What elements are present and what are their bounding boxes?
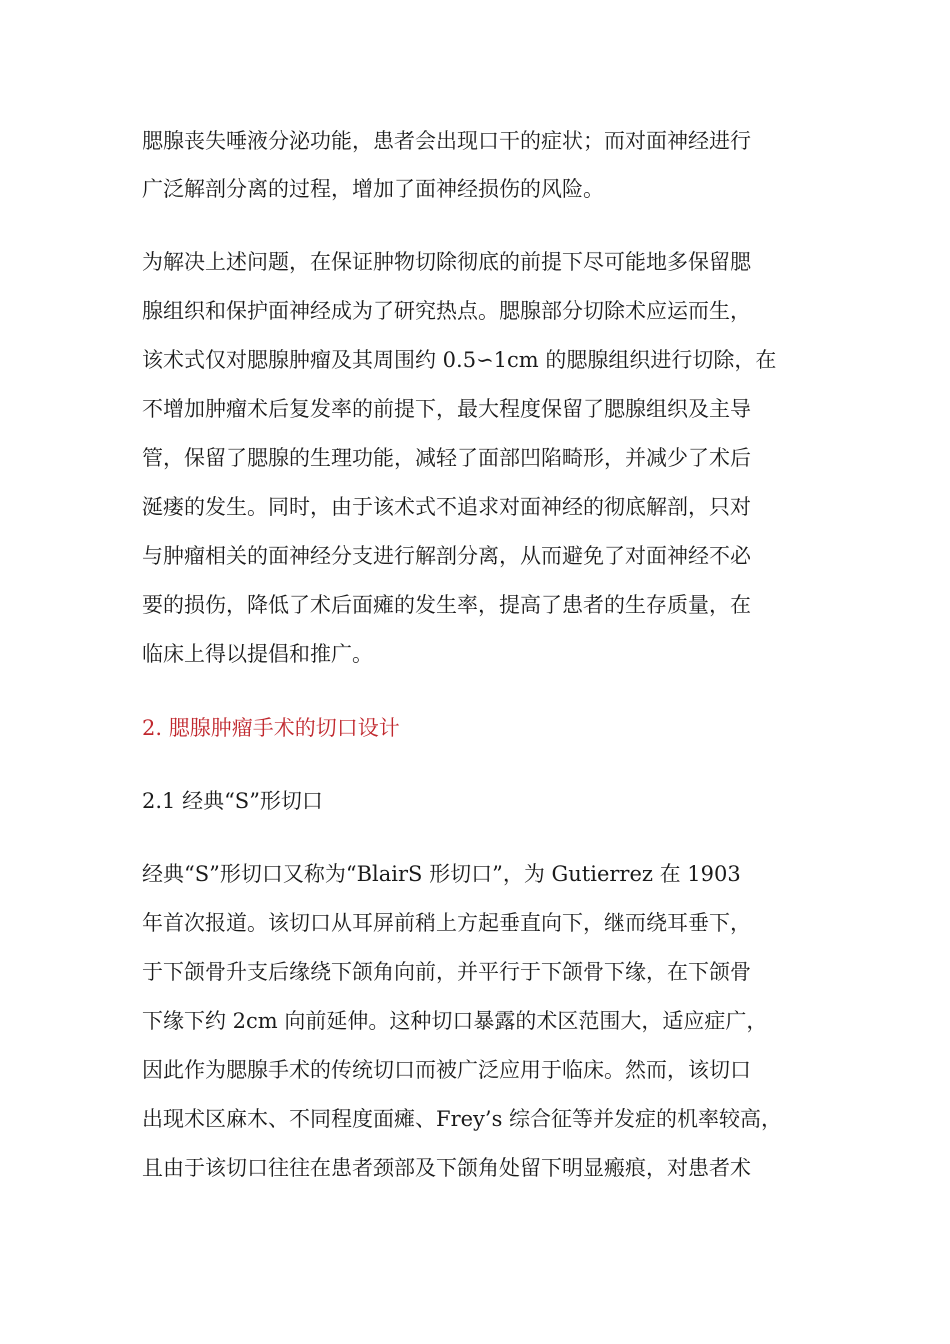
paragraph-line: 要的损伤，降低了术后面瘫的发生率，提高了患者的生存质量，在	[142, 593, 751, 617]
paragraph-line: 不增加肿瘤术后复发率的前提下，最大程度保留了腮腺组织及主导	[142, 397, 751, 421]
paragraph-line: 该术式仅对腮腺肿瘤及其周围约 0.5∽1cm 的腮腺组织进行切除，在	[142, 348, 777, 372]
paragraph-line: 经典“S”形切口又称为“BlairS 形切口”，为 Gutierrez 在 1903	[142, 862, 741, 886]
paragraph-line: 临床上得以提倡和推广。	[142, 642, 373, 666]
paragraph-line: 腮腺丧失唾液分泌功能，患者会出现口干的症状；而对面神经进行	[142, 129, 751, 153]
paragraph-line: 涎瘘的发生。同时，由于该术式不追求对面神经的彻底解剖，只对	[142, 495, 751, 519]
paragraph-line: 于下颌骨升支后缘绕下颌角向前，并平行于下颌骨下缘，在下颌骨	[142, 960, 751, 984]
paragraph-line: 且由于该切口往往在患者颈部及下颌角处留下明显瘢痕，对患者术	[142, 1156, 751, 1180]
subsection-heading: 2.1 经典“S”形切口	[142, 789, 323, 813]
paragraph-line: 因此作为腮腺手术的传统切口而被广泛应用于临床。然而，该切口	[142, 1058, 751, 1082]
paragraph-line: 广泛解剖分离的过程，增加了面神经损伤的风险。	[142, 177, 604, 201]
paragraph-line: 出现术区麻木、不同程度面瘫、Frey’s 综合征等并发症的机率较高，	[142, 1107, 783, 1131]
paragraph-line: 年首次报道。该切口从耳屏前稍上方起垂直向下，继而绕耳垂下，	[142, 911, 751, 935]
paragraph-line: 为解决上述问题，在保证肿物切除彻底的前提下尽可能地多保留腮	[142, 250, 751, 274]
paragraph-line: 管，保留了腮腺的生理功能，减轻了面部凹陷畸形，并减少了术后	[142, 446, 751, 470]
section-heading: 2. 腮腺肿瘤手术的切口设计	[142, 716, 400, 740]
paragraph-line: 下缘下约 2cm 向前延伸。这种切口暴露的术区范围大，适应症广，	[142, 1009, 768, 1033]
paragraph-line: 腺组织和保护面神经成为了研究热点。腮腺部分切除术应运而生，	[142, 299, 751, 323]
paragraph-line: 与肿瘤相关的面神经分支进行解剖分离，从而避免了对面神经不必	[142, 544, 751, 568]
